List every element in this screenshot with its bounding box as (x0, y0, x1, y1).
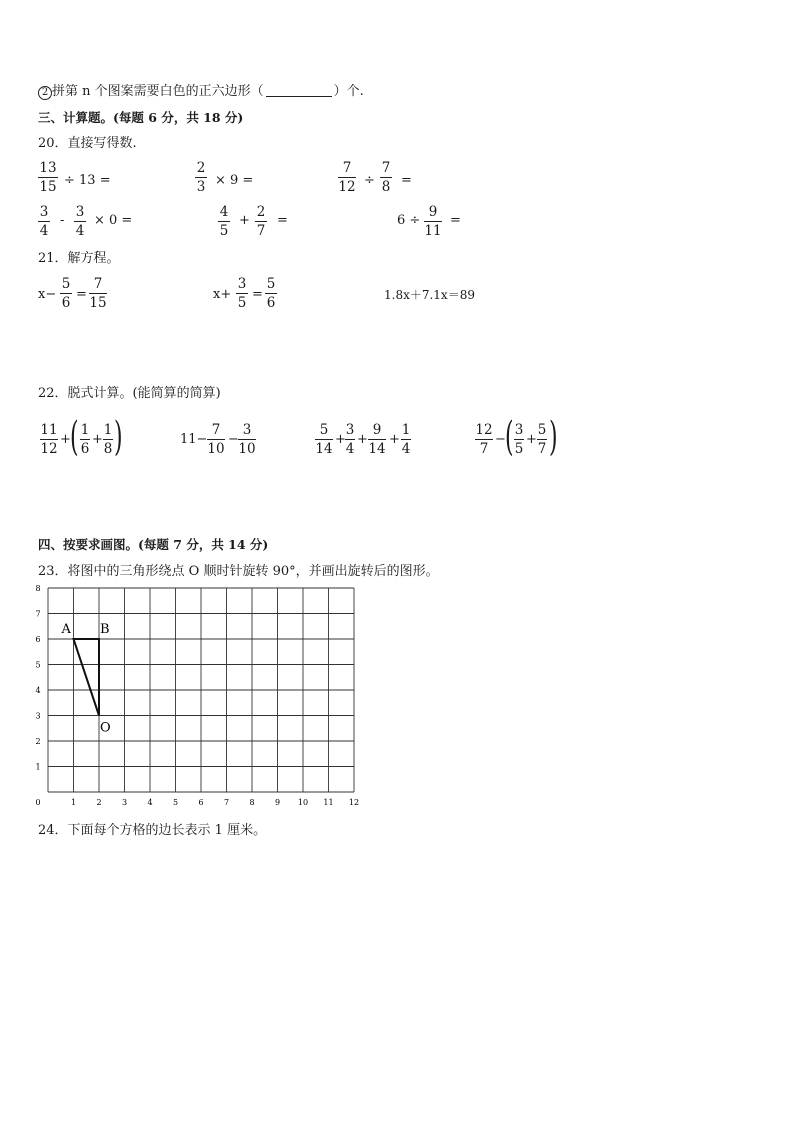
q20-title: 20．直接写得数. (38, 136, 137, 151)
numerator: 7 (211, 422, 221, 438)
q22-e1-fraction3 (103, 422, 113, 457)
numerator: 5 (537, 422, 547, 438)
q21-e1-pre: x− (38, 287, 57, 302)
denominator: 4 (39, 223, 49, 239)
denominator: 4 (345, 441, 355, 457)
fraction-bar (60, 293, 72, 294)
fraction-bar (380, 177, 392, 178)
q20-e3-fraction2 (380, 160, 392, 195)
fraction-bar (514, 439, 524, 440)
fraction-bar (424, 221, 442, 222)
numerator: 9 (372, 422, 382, 438)
q22-e4-fraction2 (514, 422, 524, 457)
fraction-bar (265, 293, 277, 294)
numerator: 7 (381, 160, 391, 176)
q24-title: 24．下面每个方格的边长表示 1 厘米。 (38, 823, 267, 838)
numerator: 5 (61, 276, 71, 292)
numerator: 5 (266, 276, 276, 292)
denominator: 6 (61, 295, 71, 311)
q22-e2-pre: 11− (180, 432, 208, 447)
q22-e1-fraction1 (40, 422, 58, 457)
q22-e3-fraction4 (401, 422, 411, 457)
q23-coordinate-grid[interactable] (34, 584, 394, 810)
q23-title: 23．将图中的三角形绕点 O 顺时针旋转 90°，并画出旋转后的图形。 (38, 564, 439, 579)
denominator: 15 (39, 179, 57, 195)
q19-part2-text: 拼第 n 个图案需要白色的正六边形（ (52, 84, 264, 99)
fraction-bar (345, 439, 355, 440)
fraction-bar (315, 439, 333, 440)
q22-e2-fraction1 (207, 422, 225, 457)
left-paren: ( (70, 414, 79, 460)
fraction-bar (89, 293, 107, 294)
denominator: 7 (256, 223, 266, 239)
denominator: 6 (80, 441, 90, 457)
numerator: 13 (39, 160, 57, 176)
answer-blank[interactable] (266, 84, 332, 97)
numerator: 3 (39, 204, 49, 220)
fraction-bar (401, 439, 411, 440)
right-paren: ) (549, 414, 558, 460)
q22-e1-op2: + (92, 432, 103, 447)
fraction-bar (255, 221, 267, 222)
numerator: 1 (401, 422, 411, 438)
q20-e5-fraction1 (218, 204, 230, 239)
x-tick-label: 8 (249, 798, 255, 807)
q22-e2-op: − (228, 432, 239, 447)
fraction-bar (38, 177, 58, 178)
q21-e1-fraction1 (60, 276, 72, 311)
q21-e2-eq: = (252, 287, 263, 302)
q22-e2-fraction2 (238, 422, 256, 457)
point-label-O: O (100, 720, 111, 736)
q20-e1-rest: ÷ 13 = (64, 173, 111, 188)
q20-e4-rest: × 0 = (94, 213, 133, 228)
denominator: 6 (266, 295, 276, 311)
q21-e2-fraction1 (236, 276, 248, 311)
section4-heading: 四、按要求画图。(每题 7 分，共 14 分) (38, 537, 269, 552)
x-tick-labels (35, 798, 359, 807)
y-tick-label: 2 (35, 737, 41, 746)
q20-e3-op: ÷ (364, 173, 375, 188)
triangle-AOB (74, 639, 100, 716)
circled-number-badge: 2 (38, 86, 52, 100)
numerator: 7 (342, 160, 352, 176)
x-tick-label: 11 (323, 798, 334, 807)
denominator: 7 (479, 441, 489, 457)
q20-e5-op: + (239, 213, 250, 228)
numerator: 1 (80, 422, 90, 438)
q22-e3-op3: + (389, 432, 400, 447)
q22-e4-op1: − (495, 432, 506, 447)
denominator: 11 (424, 223, 442, 239)
fraction-bar (236, 293, 248, 294)
y-tick-label: 1 (35, 762, 41, 772)
section3-heading: 三、计算题。(每题 6 分，共 18 分) (38, 110, 244, 125)
q20-e4-op: - (60, 213, 65, 228)
numerator: 4 (219, 204, 229, 220)
q20-e1-fraction (38, 160, 58, 195)
q22-e3-op1: + (335, 432, 346, 447)
fraction-bar (338, 177, 356, 178)
q22-e4-op2: + (526, 432, 537, 447)
numerator: 7 (93, 276, 103, 292)
q21-e1-fraction2 (89, 276, 107, 311)
q19-part2-line (38, 84, 364, 100)
denominator: 5 (514, 441, 524, 457)
q22-e3-fraction1 (315, 422, 333, 457)
numerator: 11 (40, 422, 58, 438)
y-tick-label: 5 (35, 660, 41, 670)
denominator: 10 (238, 441, 256, 457)
q21-e1-eq: = (76, 287, 87, 302)
left-paren: ( (505, 414, 514, 460)
x-tick-label: 2 (96, 798, 102, 807)
fraction-bar (195, 177, 207, 178)
x-tick-label: 6 (198, 798, 204, 807)
q20-e6-eq: = (450, 213, 461, 228)
y-tick-label: 3 (35, 711, 41, 721)
denominator: 3 (196, 179, 206, 195)
x-tick-label: 0 (35, 798, 41, 807)
q20-e6-pre: 6 ÷ (397, 213, 421, 228)
denominator: 4 (75, 223, 85, 239)
q21-e2-pre: x+ (213, 287, 232, 302)
numerator: 2 (196, 160, 206, 176)
numerator: 9 (428, 204, 438, 220)
q22-e3-op2: + (357, 432, 368, 447)
fraction-bar (537, 439, 547, 440)
q22-e1-fraction2 (80, 422, 90, 457)
denominator: 4 (401, 441, 411, 457)
x-tick-label: 3 (121, 798, 128, 807)
q22-e4-fraction1 (475, 422, 493, 457)
fraction-bar (207, 439, 225, 440)
point-label-A: A (61, 622, 71, 637)
x-tick-label: 5 (172, 798, 179, 807)
x-tick-label: 4 (147, 798, 153, 807)
q20-e5-eq: = (277, 213, 288, 228)
x-tick-label: 7 (223, 798, 230, 807)
grid-lines (48, 588, 354, 792)
y-tick-label: 7 (35, 609, 41, 619)
q22-e4-fraction3 (537, 422, 547, 457)
point-label-B: B (100, 622, 110, 637)
q22-title: 22．脱式计算。(能简算的简算) (38, 386, 221, 401)
fraction-bar (74, 221, 86, 222)
q21-e3-equation: 1.8x＋7.1x＝89 (384, 288, 475, 302)
numerator: 3 (75, 204, 85, 220)
numerator: 3 (514, 422, 524, 438)
y-tick-label: 8 (35, 584, 41, 593)
x-tick-label: 1 (70, 798, 77, 807)
fraction-bar (40, 439, 58, 440)
denominator: 8 (103, 441, 113, 457)
q20-e4-fraction1 (38, 204, 50, 239)
denominator: 8 (381, 179, 391, 195)
q20-e4-fraction2 (74, 204, 86, 239)
numerator: 3 (242, 422, 252, 438)
q20-e2-fraction (195, 160, 207, 195)
x-tick-label: 12 (348, 798, 360, 807)
fraction-bar (218, 221, 230, 222)
y-tick-labels (35, 584, 40, 772)
denominator: 5 (219, 223, 229, 239)
q21-e2-fraction2 (265, 276, 277, 311)
denominator: 7 (537, 441, 547, 457)
q22-e3-fraction3 (368, 422, 386, 457)
numerator: 2 (256, 204, 266, 220)
fraction-bar (475, 439, 493, 440)
q21-title: 21．解方程。 (38, 251, 120, 266)
fraction-bar (238, 439, 256, 440)
right-paren: ) (114, 414, 123, 460)
fraction-bar (368, 439, 386, 440)
denominator: 14 (315, 441, 333, 457)
y-tick-label: 4 (35, 686, 41, 695)
y-tick-label: 6 (35, 635, 41, 644)
x-tick-label: 10 (297, 798, 309, 807)
x-tick-label: 9 (274, 798, 281, 807)
denominator: 10 (207, 441, 225, 457)
q22-e3-fraction2 (345, 422, 355, 457)
triangle-shape (74, 639, 100, 716)
q20-e3-fraction1 (338, 160, 356, 195)
numerator: 5 (319, 422, 329, 438)
q20-e3-eq: = (401, 173, 412, 188)
denominator: 14 (368, 441, 386, 457)
fraction-bar (80, 439, 90, 440)
q20-e6-fraction (424, 204, 442, 239)
denominator: 5 (237, 295, 247, 311)
q20-e2-rest: × 9 = (215, 173, 254, 188)
q19-part2-text-after: ）个. (333, 84, 364, 99)
denominator: 12 (338, 179, 356, 195)
denominator: 12 (40, 441, 58, 457)
denominator: 15 (89, 295, 107, 311)
numerator: 1 (103, 422, 113, 438)
numerator: 12 (475, 422, 493, 438)
numerator: 3 (345, 422, 355, 438)
fraction-bar (103, 439, 113, 440)
numerator: 3 (237, 276, 247, 292)
q20-e5-fraction2 (255, 204, 267, 239)
q22-e1-op1: + (60, 432, 71, 447)
fraction-bar (38, 221, 50, 222)
